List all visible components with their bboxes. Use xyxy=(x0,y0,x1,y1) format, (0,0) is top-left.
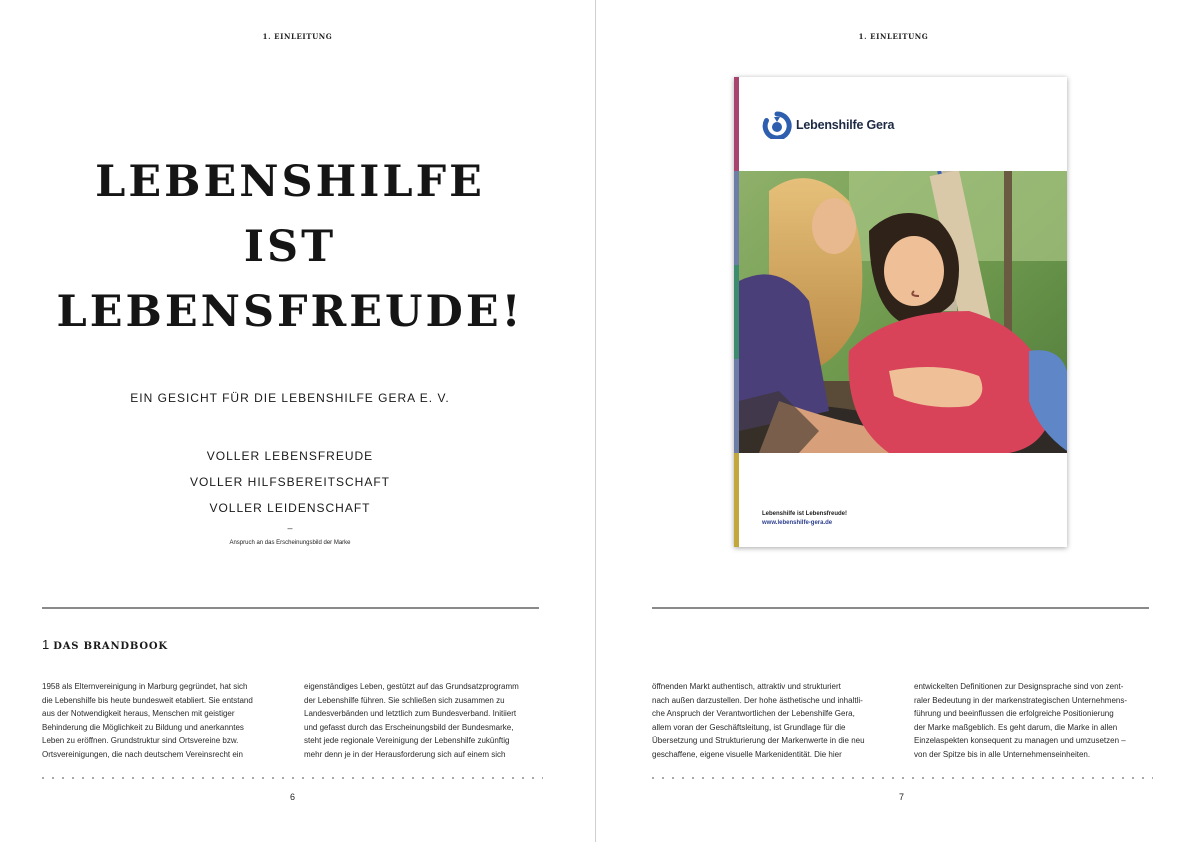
body-line: entwickelten Definitionen zur Designsprache sind von zent- xyxy=(914,682,1124,691)
cover-photo-illustration xyxy=(739,171,1067,453)
lebenshilfe-logo-icon xyxy=(762,111,792,139)
quote-source: Anspruch an das Erscheinungsbild der Marke xyxy=(229,540,351,546)
body-line: öffnenden Markt authentisch, attraktiv und strukturiert xyxy=(652,682,841,691)
body-line: 1958 als Elternvereinigung in Marburg gegründet, hat sich xyxy=(42,682,248,691)
body-line: nach außen darzustellen. Der hohe ästhetische und inhaltli- xyxy=(652,695,863,705)
body-column-2 xyxy=(304,680,539,761)
quote-dash: – xyxy=(287,523,293,533)
headline-line-3: LEBENSFREUDE! xyxy=(56,287,524,337)
brand-values xyxy=(40,443,540,521)
body-line: Einzelaspekten konsequent zu managen und umzusetzen – xyxy=(914,736,1126,745)
body-line: geschaffene, eigene visuelle Markenidentität. Die hier xyxy=(652,749,842,759)
page-number: 6 xyxy=(289,792,295,802)
headline-line-1: LEBENSHILFE xyxy=(95,157,485,207)
subtitle: EIN GESICHT FÜR DIE LEBENSHILFE GERA E. V. xyxy=(130,391,450,405)
headline-line-2: IST xyxy=(243,222,337,272)
section-number: 1 xyxy=(42,637,50,652)
dotted-divider xyxy=(38,776,543,780)
running-head: 1. EINLEITUNG xyxy=(262,32,333,41)
body-column-1 xyxy=(42,680,277,761)
body-line: führung und beeinflussen die erfolgreiche Positionierung xyxy=(914,709,1114,718)
brochure-cover xyxy=(734,77,1067,547)
body-line: der Lebenshilfe führen. Sie schließen sich zusammen zu xyxy=(304,695,505,705)
brand-value: VOLLER HILFSBEREITSCHAFT xyxy=(189,475,391,489)
cover-logo-text: Lebenshilfe Gera xyxy=(796,118,895,132)
cover-tagline: Lebenshilfe ist Lebensfreude! xyxy=(762,511,848,517)
body-line: raler Bedeutung in der markenstrategischen Unternehmens- xyxy=(914,695,1128,705)
body-line: eigenständiges Leben, gestützt auf das Grundsatzprogramm xyxy=(304,682,519,691)
brand-value: VOLLER LEIDENSCHAFT xyxy=(209,501,371,515)
section-heading xyxy=(42,637,168,652)
brand-value: VOLLER LEBENSFREUDE xyxy=(206,449,374,463)
body-line: Ortsvereinigungen, die nach deutschem Vereinsrecht ein xyxy=(42,749,244,759)
cover-photo xyxy=(739,171,1067,453)
body-line: Behinderung die Möglichkeit zu Bildung und anerkanntes xyxy=(42,722,244,732)
body-column-1 xyxy=(652,680,887,761)
body-line: steht jede regionale Vereinigung der Lebenshilfe zukünftig xyxy=(304,736,510,745)
body-line: und gefasst durch das Erscheinungsbild der Bundesmarke, xyxy=(304,722,514,732)
body-line: allem voran der Geschäftsleitung, ist Grundlage für die xyxy=(652,722,846,732)
cover-caption xyxy=(762,510,847,528)
body-line: Landesverbänden und letztlich zum Bundesverband. Initiiert xyxy=(304,709,517,718)
page-number: 7 xyxy=(898,792,904,802)
section-rule xyxy=(42,607,539,609)
left-page xyxy=(0,0,595,842)
body-line: der Marke maßgeblich. Es geht darum, die Marke in allen xyxy=(914,722,1118,732)
body-line: che Anspruch der Verantwortlichen der Lebenshilfe Gera, xyxy=(652,709,855,718)
running-head: 1. EINLEITUNG xyxy=(858,32,929,41)
cover-logo xyxy=(762,111,894,139)
body-line: Übersetzung und Strukturierung der Markenwerte in die neu xyxy=(652,736,865,745)
body-column-2 xyxy=(914,680,1149,761)
section-rule xyxy=(652,607,1149,609)
headline xyxy=(40,150,540,345)
cover-stripe xyxy=(734,453,739,547)
body-line: aus der Notwendigkeit heraus, Menschen mit geistiger xyxy=(42,709,235,718)
body-line: mehr denn je in der Herausforderung sich auf einem sich xyxy=(304,749,506,759)
body-line: von der Spitze bis in alle Unternehmenseinheiten. xyxy=(914,749,1091,759)
right-page xyxy=(596,0,1191,842)
body-line: die Lebenshilfe bis heute bundesweit etabliert. Sie entstand xyxy=(42,695,253,705)
section-title: DAS BRANDBOOK xyxy=(53,641,168,652)
dotted-divider xyxy=(648,776,1153,780)
body-line: Leben zu eröffnen. Grundstruktur sind Ortsvereine bzw. xyxy=(42,736,239,745)
cover-url: www.lebenshilfe-gera.de xyxy=(762,520,833,526)
cover-stripe xyxy=(734,77,739,171)
